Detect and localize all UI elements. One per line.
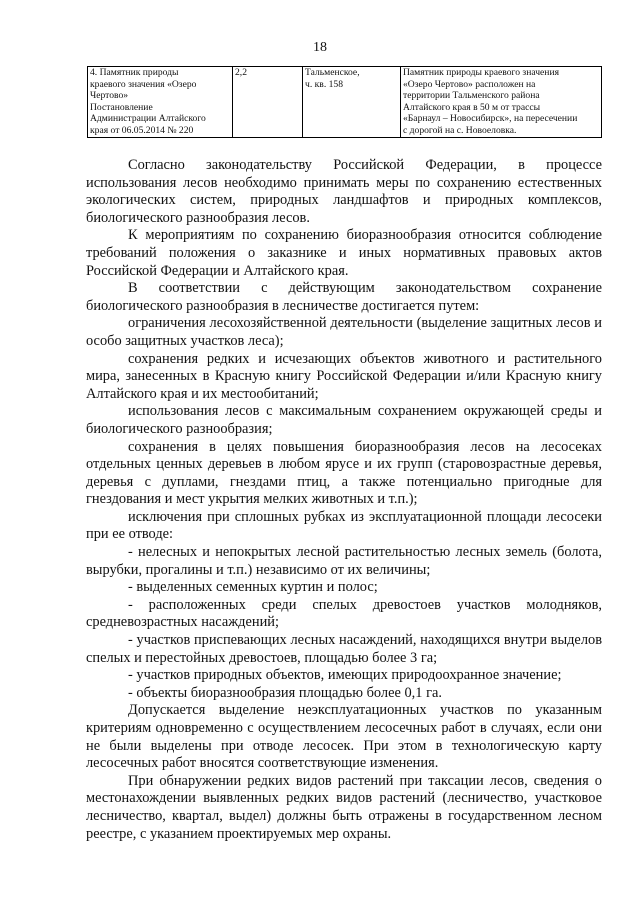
paragraph: Согласно законодательству Российской Федерации, в процессе использования лесов необходимо принимать меры по сохранению естественных экологических систем, природных ландшафтов и природных комплексов, биологического разнообразия лесов. <box>86 157 602 226</box>
dash-item: - выделенных семенных куртин и полос; <box>128 579 378 596</box>
list-item: исключения при сплошных рубках из эксплуатационной площади лесосеки при ее отводе: <box>86 508 602 543</box>
table-cell-name: 4. Памятник природы краевого значения «Озеро Чертово» Постановление Администрации Алтайского края от 06.05.2014 № 220 <box>88 67 233 138</box>
dash-item: - участков приспевающих лесных насаждений, находящихся внутри выделов спелых и перестойных древостоев, площадью более 3 га; <box>86 632 602 666</box>
list-item: ограничения лесохозяйственной деятельности (выделение защитных лесов и особо защитных участков леса); <box>86 315 602 349</box>
protected-area-table <box>87 66 602 138</box>
paragraph: Допускается выделение неэксплуатационных участков по указанным критериям одновременно с осуществлением лесосечных работ в случаях, если они не были выделены при отводе лесосек. При этом в технологическую карту лесосечных работ вносятся соответствующие изменения. <box>86 702 602 772</box>
list-item: сохранения в целях повышения биоразнообразия лесов на лесосеках отдельных ценных деревьев в любом ярусе и их групп (старовозрастные деревья, деревья с дуплами, гнездами птиц, а также потенциально пригодные для гнездования и мест укрытия мелких животных и т.п.); <box>86 438 602 508</box>
body-text <box>86 157 602 843</box>
table-cell-location: Тальменское, ч. кв. 158 <box>303 67 401 138</box>
paragraph: В соответствии с действующим законодательством сохранение биологического разнообразия в лесничестве достигается путем: <box>86 280 602 314</box>
paragraph: К мероприятиям по сохранению биоразнообразия относится соблюдение требований положения о заказнике и иных нормативных правовых актов Российской Федерации и Алтайского края. <box>86 227 602 279</box>
dash-item: - нелесных и непокрытых лесной растительностью лесных земель (болота, вырубки, прогалины и т.п.) независимо от их величины; <box>86 544 602 578</box>
dash-item: - расположенных среди спелых древостоев участков молодняков, средневозрастных насаждений; <box>86 596 602 631</box>
dash-item: - участков природных объектов, имеющих природоохранное значение; <box>128 667 562 684</box>
table-cell-area: 2,2 <box>233 67 303 138</box>
paragraph: При обнаружении редких видов растений при таксации лесов, сведения о местонахождении выявленных редких видов растений (лесничество, участковое лесничество, квартал, выдел) должны быть отражены в государственном лесном реестре, с указанием проектируемых мер охраны. <box>86 772 602 842</box>
table-cell-description: Памятник природы краевого значения «Озеро Чертово» расположен на территории Тальменского района Алтайского края в 50 м от трассы «Барнаул – Новосибирск», на пересечении с дорогой на с. Новоеловка. <box>401 67 602 138</box>
page-number: 18 <box>313 40 327 55</box>
list-item: сохранения редких и исчезающих объектов животного и растительного мира, занесенных в Красную книгу Российской Федерации и/или Красную книгу Алтайского края и их местообитаний; <box>86 350 602 402</box>
table-row <box>88 67 602 138</box>
dash-item: - объекты биоразнообразия площадью более 0,1 га. <box>128 684 442 701</box>
list-item: использования лесов с максимальным сохранением окружающей среды и биологического разнообразия; <box>86 403 602 437</box>
